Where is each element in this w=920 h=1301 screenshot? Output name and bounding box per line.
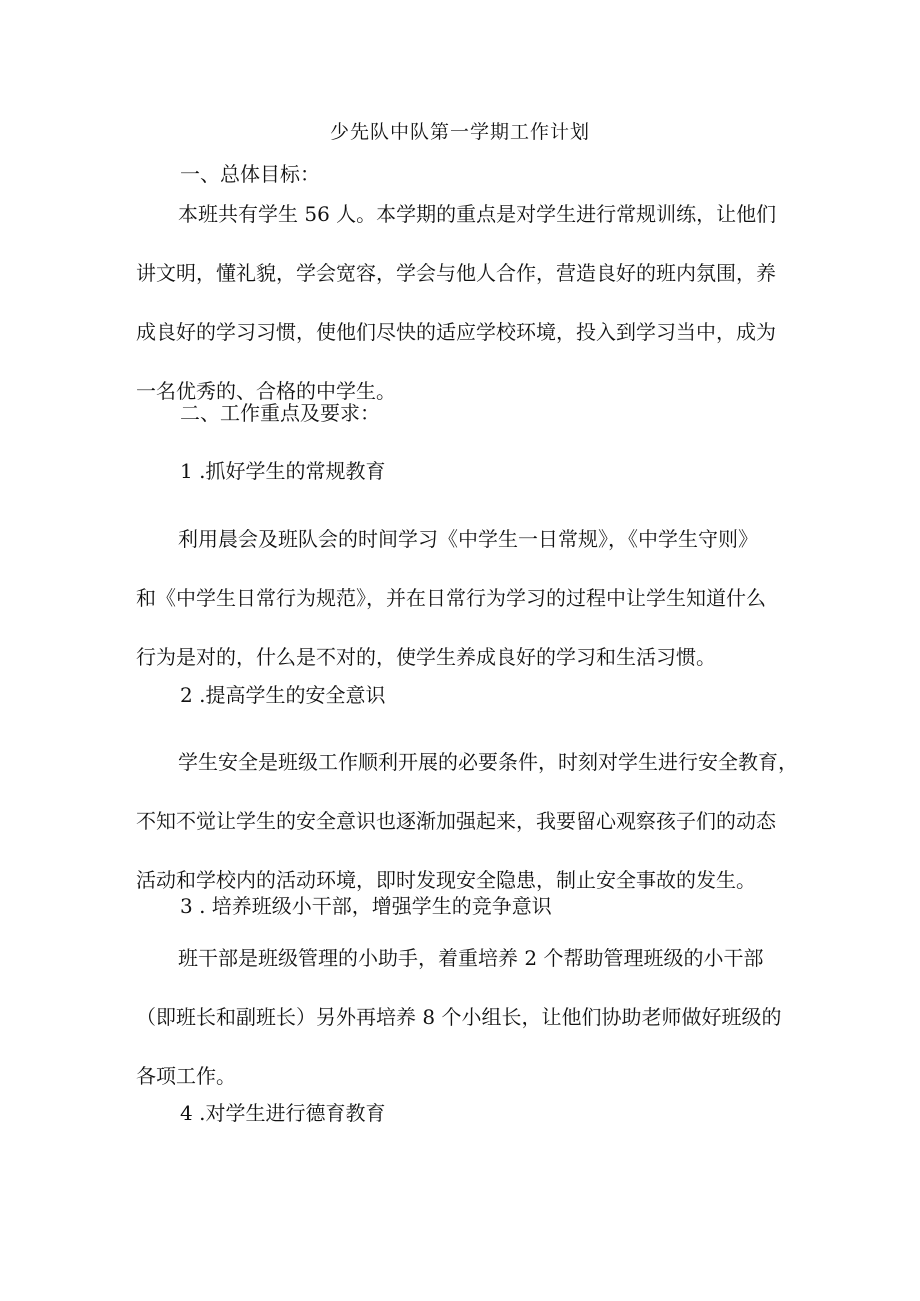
paragraph-line: 一名优秀的、合格的中学生。 [136,379,396,403]
paragraph-line: 学生安全是班级工作顺利开展的必要条件，时刻对学生进行安全教育， [178,750,798,774]
paragraph-line: 和《中学生日常行为规范》，并在日常行为学习的过程中让学生知道什么 [136,586,766,610]
item-heading-3: 3 . 培养班级小干部，增强学生的竞争意识 [180,894,552,918]
section-heading-2: 二、工作重点及要求： [180,401,380,425]
section-heading-1: 一、总体目标： [180,162,320,186]
paragraph-line: 活动和学校内的活动环境，即时发现安全隐患，制止安全事故的发生。 [136,868,756,892]
paragraph-line: 讲文明，懂礼貌，学会宽容，学会与他人合作，营造良好的班内氛围，养 [136,261,776,285]
paragraph-line: 不知不觉让学生的安全意识也逐渐加强起来，我要留心观察孩子们的动态 [136,809,776,833]
item-heading-4: 4 .对学生进行德育教育 [180,1101,386,1125]
item-heading-2: 2 .提高学生的安全意识 [180,683,386,707]
item-heading-1: 1 .抓好学生的常规教育 [180,459,386,483]
paragraph-line: 各项工作。 [136,1064,236,1088]
page-title: 少先队中队第一学期工作计划 [329,121,590,143]
paragraph-line: 成良好的学习习惯，使他们尽快的适应学校环境，投入到学习当中，成为 [136,320,776,344]
paragraph-line: 本班共有学生 56 人。本学期的重点是对学生进行常规训练，让他们 [178,202,777,226]
paragraph-line: （即班长和副班长）另外再培养 8 个小组长，让他们协助老师做好班级的 [136,1005,782,1029]
paragraph-item-1 [136,524,796,701]
paragraph-item-3 [136,943,796,1120]
paragraph-line: 行为是对的，什么是不对的，使学生养成良好的学习和生活习惯。 [136,645,716,669]
paragraph-line: 班干部是班级管理的小助手，着重培养 2 个帮助管理班级的小干部 [178,946,764,970]
paragraph-line: 利用晨会及班队会的时间学习《中学生一日常规》，《中学生守则》 [178,527,758,551]
